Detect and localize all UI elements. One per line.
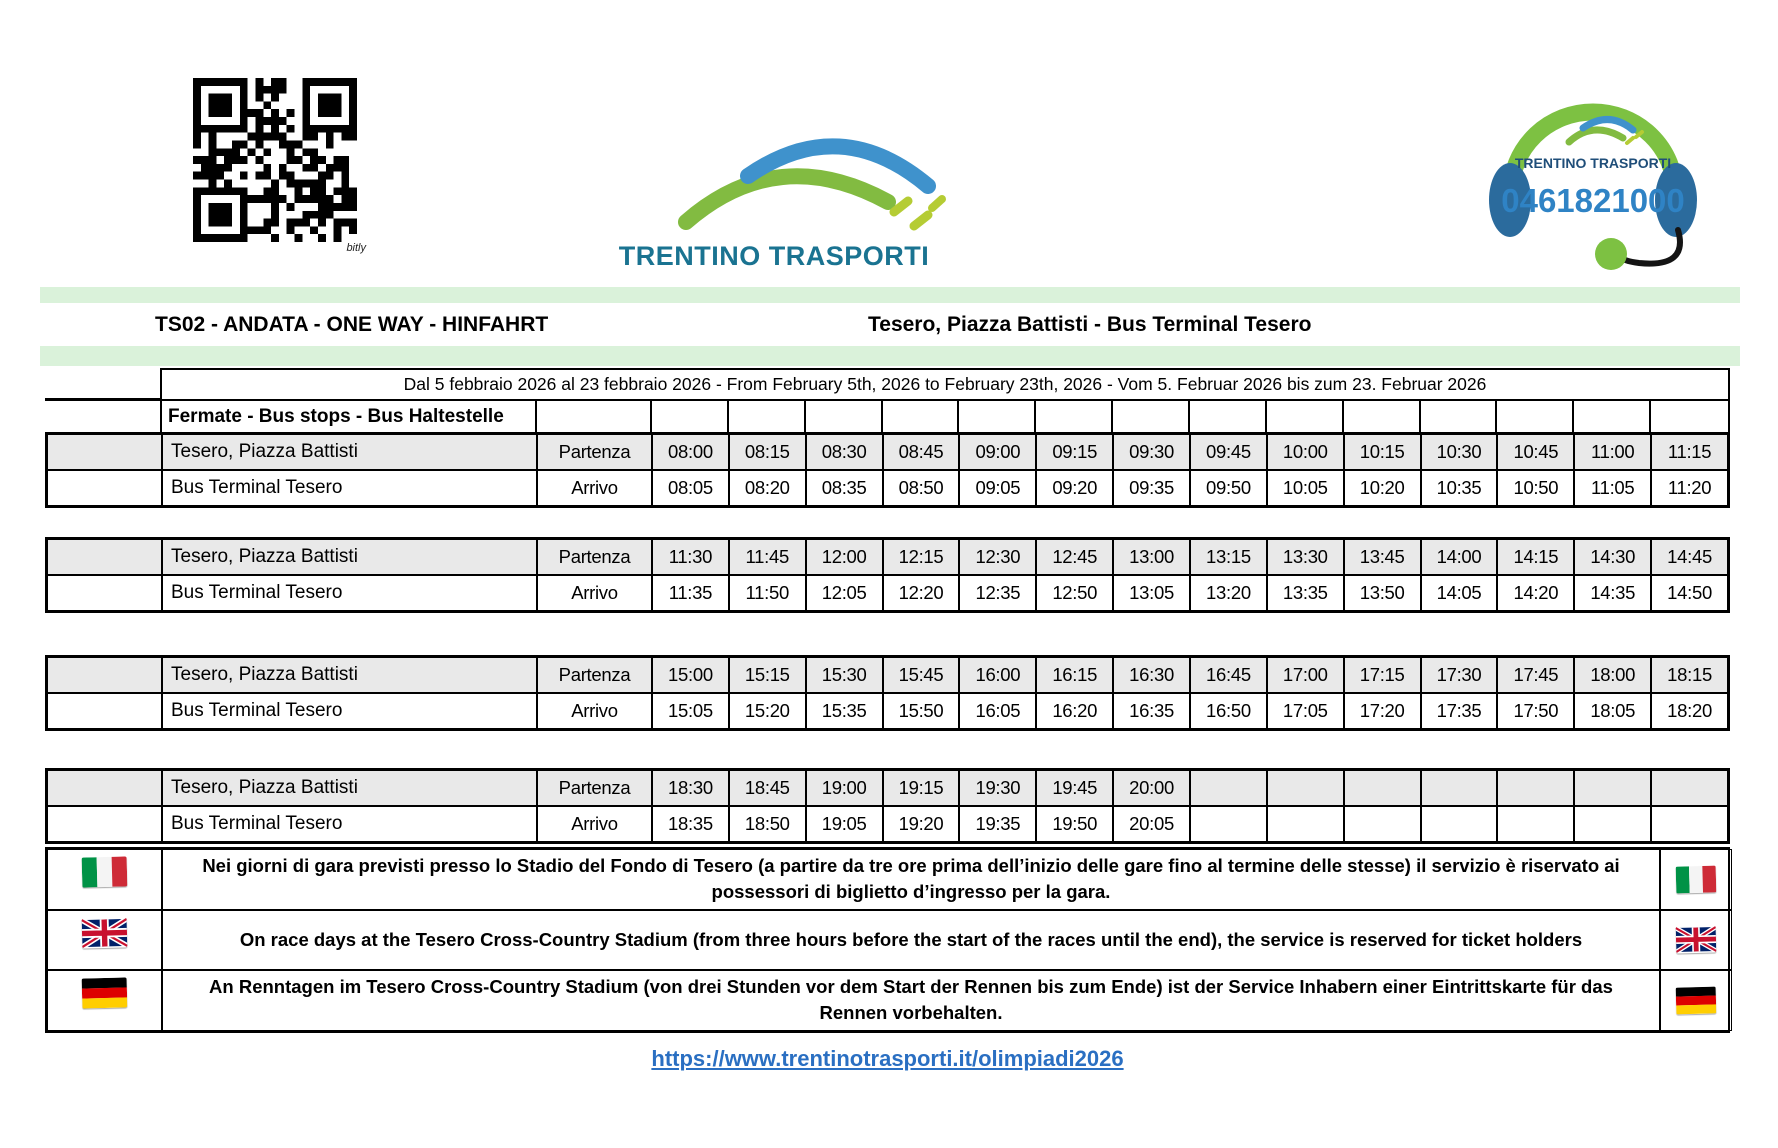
time-cell: 08:05 (652, 470, 729, 506)
time-cell: 17:15 (1344, 657, 1421, 693)
arrival-row-stub-cell (47, 575, 162, 611)
time-cell: 09:30 (1113, 434, 1190, 470)
time-cell: 18:00 (1574, 657, 1651, 693)
time-cell: 09:00 (959, 434, 1036, 470)
time-cell: 19:20 (883, 806, 960, 842)
time-cell: 15:30 (806, 657, 883, 693)
arrival-label-cell: Arrivo (537, 693, 652, 729)
time-cell: 12:50 (1036, 575, 1113, 611)
time-cell: 20:00 (1113, 770, 1190, 806)
time-cell: 17:45 (1497, 657, 1574, 693)
stops-header-empty-cell (729, 401, 806, 433)
stops-header-empty-cell (537, 401, 652, 433)
time-cell: 10:35 (1421, 470, 1498, 506)
olympics-info-link[interactable]: https://www.trentinotrasporti.it/olimpiadi2026 (651, 1046, 1124, 1071)
qr-caption: bitly (346, 242, 366, 254)
time-cell: 11:00 (1574, 434, 1651, 470)
departure-label-cell: Partenza (537, 657, 652, 693)
time-cell: 14:15 (1497, 539, 1574, 575)
time-cell: 12:15 (883, 539, 960, 575)
time-cell: 19:35 (959, 806, 1036, 842)
time-cell: 12:35 (959, 575, 1036, 611)
time-cell: 19:50 (1036, 806, 1113, 842)
stops-header-empty-cell (1267, 401, 1344, 433)
time-cell: 13:00 (1113, 539, 1190, 575)
time-cell: 19:00 (806, 770, 883, 806)
stops-header-empty-cell (1651, 401, 1728, 433)
validity-period: Dal 5 febbraio 2026 al 23 febbraio 2026 - From February 5th, 2026 to February 23th, 2026 - Vom 5. Februar 2026 bis zum 23. Februar 2026 (162, 370, 1728, 401)
time-cell: 08:15 (729, 434, 806, 470)
stops-header-empty-cell (1113, 401, 1190, 433)
time-cell: 13:15 (1190, 539, 1267, 575)
time-cell: 15:15 (729, 657, 806, 693)
time-cell: 10:00 (1267, 434, 1344, 470)
time-cell (1497, 806, 1574, 842)
time-cell: 08:35 (806, 470, 883, 506)
green-band-top (40, 287, 1740, 303)
callcenter-headset-logo (1477, 64, 1709, 276)
italy-flag-icon (1676, 865, 1717, 893)
arrival-label-cell: Arrivo (537, 575, 652, 611)
time-cell: 14:45 (1651, 539, 1728, 575)
time-cell: 12:05 (806, 575, 883, 611)
left-stub-line (45, 398, 160, 401)
arrival-row-stub-cell (47, 470, 162, 506)
stop-name-cell: Tesero, Piazza Battisti (162, 770, 537, 806)
time-cell: 18:30 (652, 770, 729, 806)
arrival-row-stub-cell (47, 693, 162, 729)
stop-name-cell: Tesero, Piazza Battisti (162, 657, 537, 693)
time-cell: 08:00 (652, 434, 729, 470)
time-cell: 09:35 (1113, 470, 1190, 506)
time-cell: 11:15 (1651, 434, 1728, 470)
time-cell: 11:50 (729, 575, 806, 611)
headset-brand-text: TRENTINO TRASPORTI (1514, 155, 1672, 171)
stop-name-cell: Bus Terminal Tesero (162, 693, 537, 729)
notices-table (45, 847, 1730, 1033)
stops-header-label: Fermate - Bus stops - Bus Haltestelle (162, 401, 537, 433)
route-code-title: TS02 - ANDATA - ONE WAY - HINFAHRT (155, 313, 549, 336)
time-cell: 13:30 (1267, 539, 1344, 575)
stops-header-empty-cell (1036, 401, 1113, 433)
time-cell: 13:35 (1267, 575, 1344, 611)
time-cell: 09:45 (1190, 434, 1267, 470)
time-cell (1190, 770, 1267, 806)
time-cell: 08:45 (883, 434, 960, 470)
departure-row-stub-cell (47, 657, 162, 693)
time-cell: 16:50 (1190, 693, 1267, 729)
time-cell (1190, 806, 1267, 842)
notice-flag-left-cell (47, 910, 162, 971)
qr-code-icon (182, 78, 368, 242)
time-cell: 09:05 (959, 470, 1036, 506)
stop-name-cell: Bus Terminal Tesero (162, 806, 537, 842)
time-cell: 16:30 (1113, 657, 1190, 693)
time-cell: 16:45 (1190, 657, 1267, 693)
arrival-label-cell: Arrivo (537, 806, 652, 842)
germany-flag-icon (1676, 986, 1717, 1014)
stops-header-empty-cell (959, 401, 1036, 433)
time-cell (1267, 806, 1344, 842)
notice-flag-right-cell (1660, 910, 1732, 971)
time-cell: 16:20 (1036, 693, 1113, 729)
time-cell: 15:05 (652, 693, 729, 729)
uk-flag-icon (1676, 926, 1717, 954)
time-cell: 14:50 (1651, 575, 1728, 611)
trentino-trasporti-logo (598, 104, 950, 272)
italy-flag-icon (82, 856, 128, 887)
time-cell: 20:05 (1113, 806, 1190, 842)
stops-header-empty-cell (1344, 401, 1421, 433)
time-cell: 08:30 (806, 434, 883, 470)
time-cell: 16:15 (1036, 657, 1113, 693)
stops-header-empty-cell (883, 401, 960, 433)
time-cell: 09:15 (1036, 434, 1113, 470)
time-cell: 15:45 (883, 657, 960, 693)
timetable-block-1 (45, 432, 1730, 508)
stops-header-empty-cell (652, 401, 729, 433)
notice-flag-right-cell (1660, 849, 1732, 910)
time-cell: 14:30 (1574, 539, 1651, 575)
departure-row-stub-cell (47, 539, 162, 575)
time-cell: 15:50 (883, 693, 960, 729)
stop-name-cell: Bus Terminal Tesero (162, 470, 537, 506)
time-cell (1651, 806, 1728, 842)
time-cell: 10:20 (1344, 470, 1421, 506)
time-cell: 12:45 (1036, 539, 1113, 575)
qr-code (182, 78, 368, 254)
departure-row-stub-cell (47, 434, 162, 470)
time-cell: 14:00 (1421, 539, 1498, 575)
time-cell: 11:05 (1574, 470, 1651, 506)
green-band-bottom (40, 346, 1740, 366)
stops-header-empty-cell (1421, 401, 1498, 433)
time-cell: 17:30 (1421, 657, 1498, 693)
notice-text-it: Nei giorni di gara previsti presso lo Stadio del Fondo di Tesero (a partire da tre ore prima dell’inizio delle gare fino al termine delle stesse) il servizio è riservato ai possessori di biglietto d’ingresso per la gara. (162, 849, 1660, 910)
time-cell: 14:20 (1497, 575, 1574, 611)
stop-name-cell: Tesero, Piazza Battisti (162, 539, 537, 575)
time-cell: 13:45 (1344, 539, 1421, 575)
time-cell (1421, 770, 1498, 806)
time-cell (1344, 806, 1421, 842)
time-cell (1497, 770, 1574, 806)
time-cell: 11:45 (729, 539, 806, 575)
route-name-title: Tesero, Piazza Battisti - Bus Terminal Tesero (868, 313, 1312, 336)
time-cell: 14:05 (1421, 575, 1498, 611)
time-cell: 09:20 (1036, 470, 1113, 506)
uk-flag-icon (82, 917, 128, 948)
timetable-block-2 (45, 537, 1730, 613)
time-cell: 17:05 (1267, 693, 1344, 729)
stops-header-empty-cell (1497, 401, 1574, 433)
notice-flag-right-cell (1660, 970, 1732, 1031)
time-cell: 19:30 (959, 770, 1036, 806)
time-cell: 10:05 (1267, 470, 1344, 506)
time-cell: 17:20 (1344, 693, 1421, 729)
time-cell: 11:20 (1651, 470, 1728, 506)
notice-flag-left-cell (47, 970, 162, 1031)
time-cell: 18:20 (1651, 693, 1728, 729)
time-cell: 19:45 (1036, 770, 1113, 806)
time-cell: 12:00 (806, 539, 883, 575)
notice-text-en: On race days at the Tesero Cross-Country Stadium (from three hours before the start of the races until the end), the service is reserved for ticket holders (162, 910, 1660, 971)
germany-flag-icon (82, 977, 128, 1008)
time-cell: 18:05 (1574, 693, 1651, 729)
time-cell: 18:45 (729, 770, 806, 806)
time-cell: 13:05 (1113, 575, 1190, 611)
stops-header-empty-cell (806, 401, 883, 433)
time-cell: 08:20 (729, 470, 806, 506)
time-cell (1344, 770, 1421, 806)
stops-header-empty-cell (1190, 401, 1267, 433)
time-cell (1421, 806, 1498, 842)
time-cell (1267, 770, 1344, 806)
timetable-block-3 (45, 655, 1730, 731)
stop-name-cell: Tesero, Piazza Battisti (162, 434, 537, 470)
stops-header-row (162, 401, 1728, 433)
time-cell: 09:50 (1190, 470, 1267, 506)
time-cell: 11:35 (652, 575, 729, 611)
notice-text-de: An Renntagen im Tesero Cross-Country Stadium (von drei Stunden vor dem Start der Rennen bis zum Ende) ist der Service Inhabern einer Eintrittskarte für das Rennen vorbehalten. (162, 970, 1660, 1031)
time-cell: 17:50 (1497, 693, 1574, 729)
time-cell: 10:15 (1344, 434, 1421, 470)
arrival-label-cell: Arrivo (537, 470, 652, 506)
time-cell: 13:20 (1190, 575, 1267, 611)
time-cell: 16:00 (959, 657, 1036, 693)
time-cell: 13:50 (1344, 575, 1421, 611)
time-cell: 18:15 (1651, 657, 1728, 693)
departure-label-cell: Partenza (537, 770, 652, 806)
departure-label-cell: Partenza (537, 539, 652, 575)
time-cell: 12:20 (883, 575, 960, 611)
callcenter-phone-number: 0461821000 (1501, 182, 1685, 219)
footer-link-row (45, 1046, 1730, 1072)
headset-icon (1477, 64, 1709, 276)
time-cell: 14:35 (1574, 575, 1651, 611)
time-cell: 15:20 (729, 693, 806, 729)
logo-wordmark: TRENTINO TRASPORTI (618, 241, 930, 271)
time-cell: 18:35 (652, 806, 729, 842)
departure-label-cell: Partenza (537, 434, 652, 470)
time-cell: 10:30 (1421, 434, 1498, 470)
arrival-row-stub-cell (47, 806, 162, 842)
departure-row-stub-cell (47, 770, 162, 806)
time-cell: 11:30 (652, 539, 729, 575)
time-cell: 15:35 (806, 693, 883, 729)
table-header (160, 368, 1730, 435)
time-cell: 17:35 (1421, 693, 1498, 729)
time-cell: 17:00 (1267, 657, 1344, 693)
time-cell: 10:50 (1497, 470, 1574, 506)
logo-arcs-icon (598, 104, 950, 236)
time-cell (1574, 806, 1651, 842)
stops-header-empty-cell (1574, 401, 1651, 433)
time-cell: 18:50 (729, 806, 806, 842)
time-cell (1574, 770, 1651, 806)
time-cell: 19:05 (806, 806, 883, 842)
timetable-block-4 (45, 768, 1730, 844)
time-cell: 19:15 (883, 770, 960, 806)
stop-name-cell: Bus Terminal Tesero (162, 575, 537, 611)
time-cell: 12:30 (959, 539, 1036, 575)
time-cell: 15:00 (652, 657, 729, 693)
time-cell (1651, 770, 1728, 806)
time-cell: 08:50 (883, 470, 960, 506)
time-cell: 16:05 (959, 693, 1036, 729)
time-cell: 16:35 (1113, 693, 1190, 729)
notice-flag-left-cell (47, 849, 162, 910)
time-cell: 10:45 (1497, 434, 1574, 470)
